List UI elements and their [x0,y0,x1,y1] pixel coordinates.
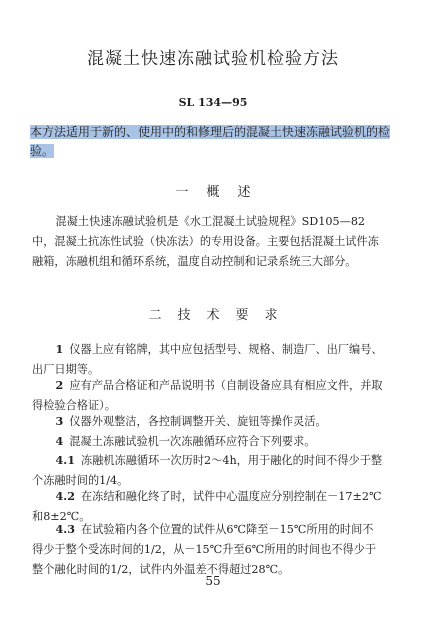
requirement-number: 1 [55,342,64,356]
requirement-item-4 [32,431,384,452]
document-title: 混凝土快速冻融试验机检验方法 [87,49,339,69]
requirement-item-2 [32,375,384,416]
requirement-number: 4.1 [55,453,75,467]
section-heading-overview: 一概述 [175,185,269,200]
requirement-number: 4.3 [55,522,75,536]
requirement-text: 仪器上应有铭牌，其中应包括型号、规格、制造厂、出厂编号、出厂日期等。 [32,343,383,376]
requirement-item-3 [32,411,384,432]
requirement-text: 在试验箱内各个位置的试件从6℃降至－15℃所用的时间不得少于整个受冻时间的1/2，从－15℃升至6℃所用的时间也不得少于整个融化时间的1/2，试件内外温差不得超过28℃。 [32,523,377,576]
scope-highlighted-text[interactable]: 本方法适用于新的、使用中的和修理后的混凝土快速冻融试验机的检验。 [30,125,391,158]
section-heading-requirements: 二技术要求 [148,308,294,323]
requirement-text: 仪器外观整洁，各控制调整开关、旋钮等操作灵活。 [69,415,327,428]
page-number: 55 [205,574,221,588]
requirement-text: 冻融机冻融循环一次历时2～4h，用于融化的时间不得少于整个冻融时间的1/4。 [32,454,383,487]
requirement-item-4-3 [32,519,384,580]
requirement-item-1 [32,339,384,380]
overview-paragraph: 混凝土快速冻融试验机是《水工混凝土试验规程》SD105—82中，混凝土抗冻性试验（快冻法）的专用设备。主要包括混凝土试件冻融箱，冻融机组和循环系统，温度自动控制和记录系统三大部分。 [32,215,379,268]
requirement-number: 3 [55,414,64,428]
scope-statement[interactable] [30,123,390,161]
requirement-text: 在冻结和融化终了时，试件中心温度应分别控制在－17±2℃和8±2℃。 [32,490,382,523]
requirement-number: 2 [55,378,64,392]
requirement-number: 4 [55,434,64,448]
requirement-text: 应有产品合格证和产品说明书（自制设备应具有相应文件，并取得检验合格证）。 [32,379,383,412]
requirement-text: 混凝土冻融试验机一次冻融循环应符合下列要求。 [69,435,316,448]
requirement-number: 4.2 [55,489,75,503]
requirement-item-4-1 [32,450,384,491]
standard-code: SL 134—95 [178,96,248,109]
